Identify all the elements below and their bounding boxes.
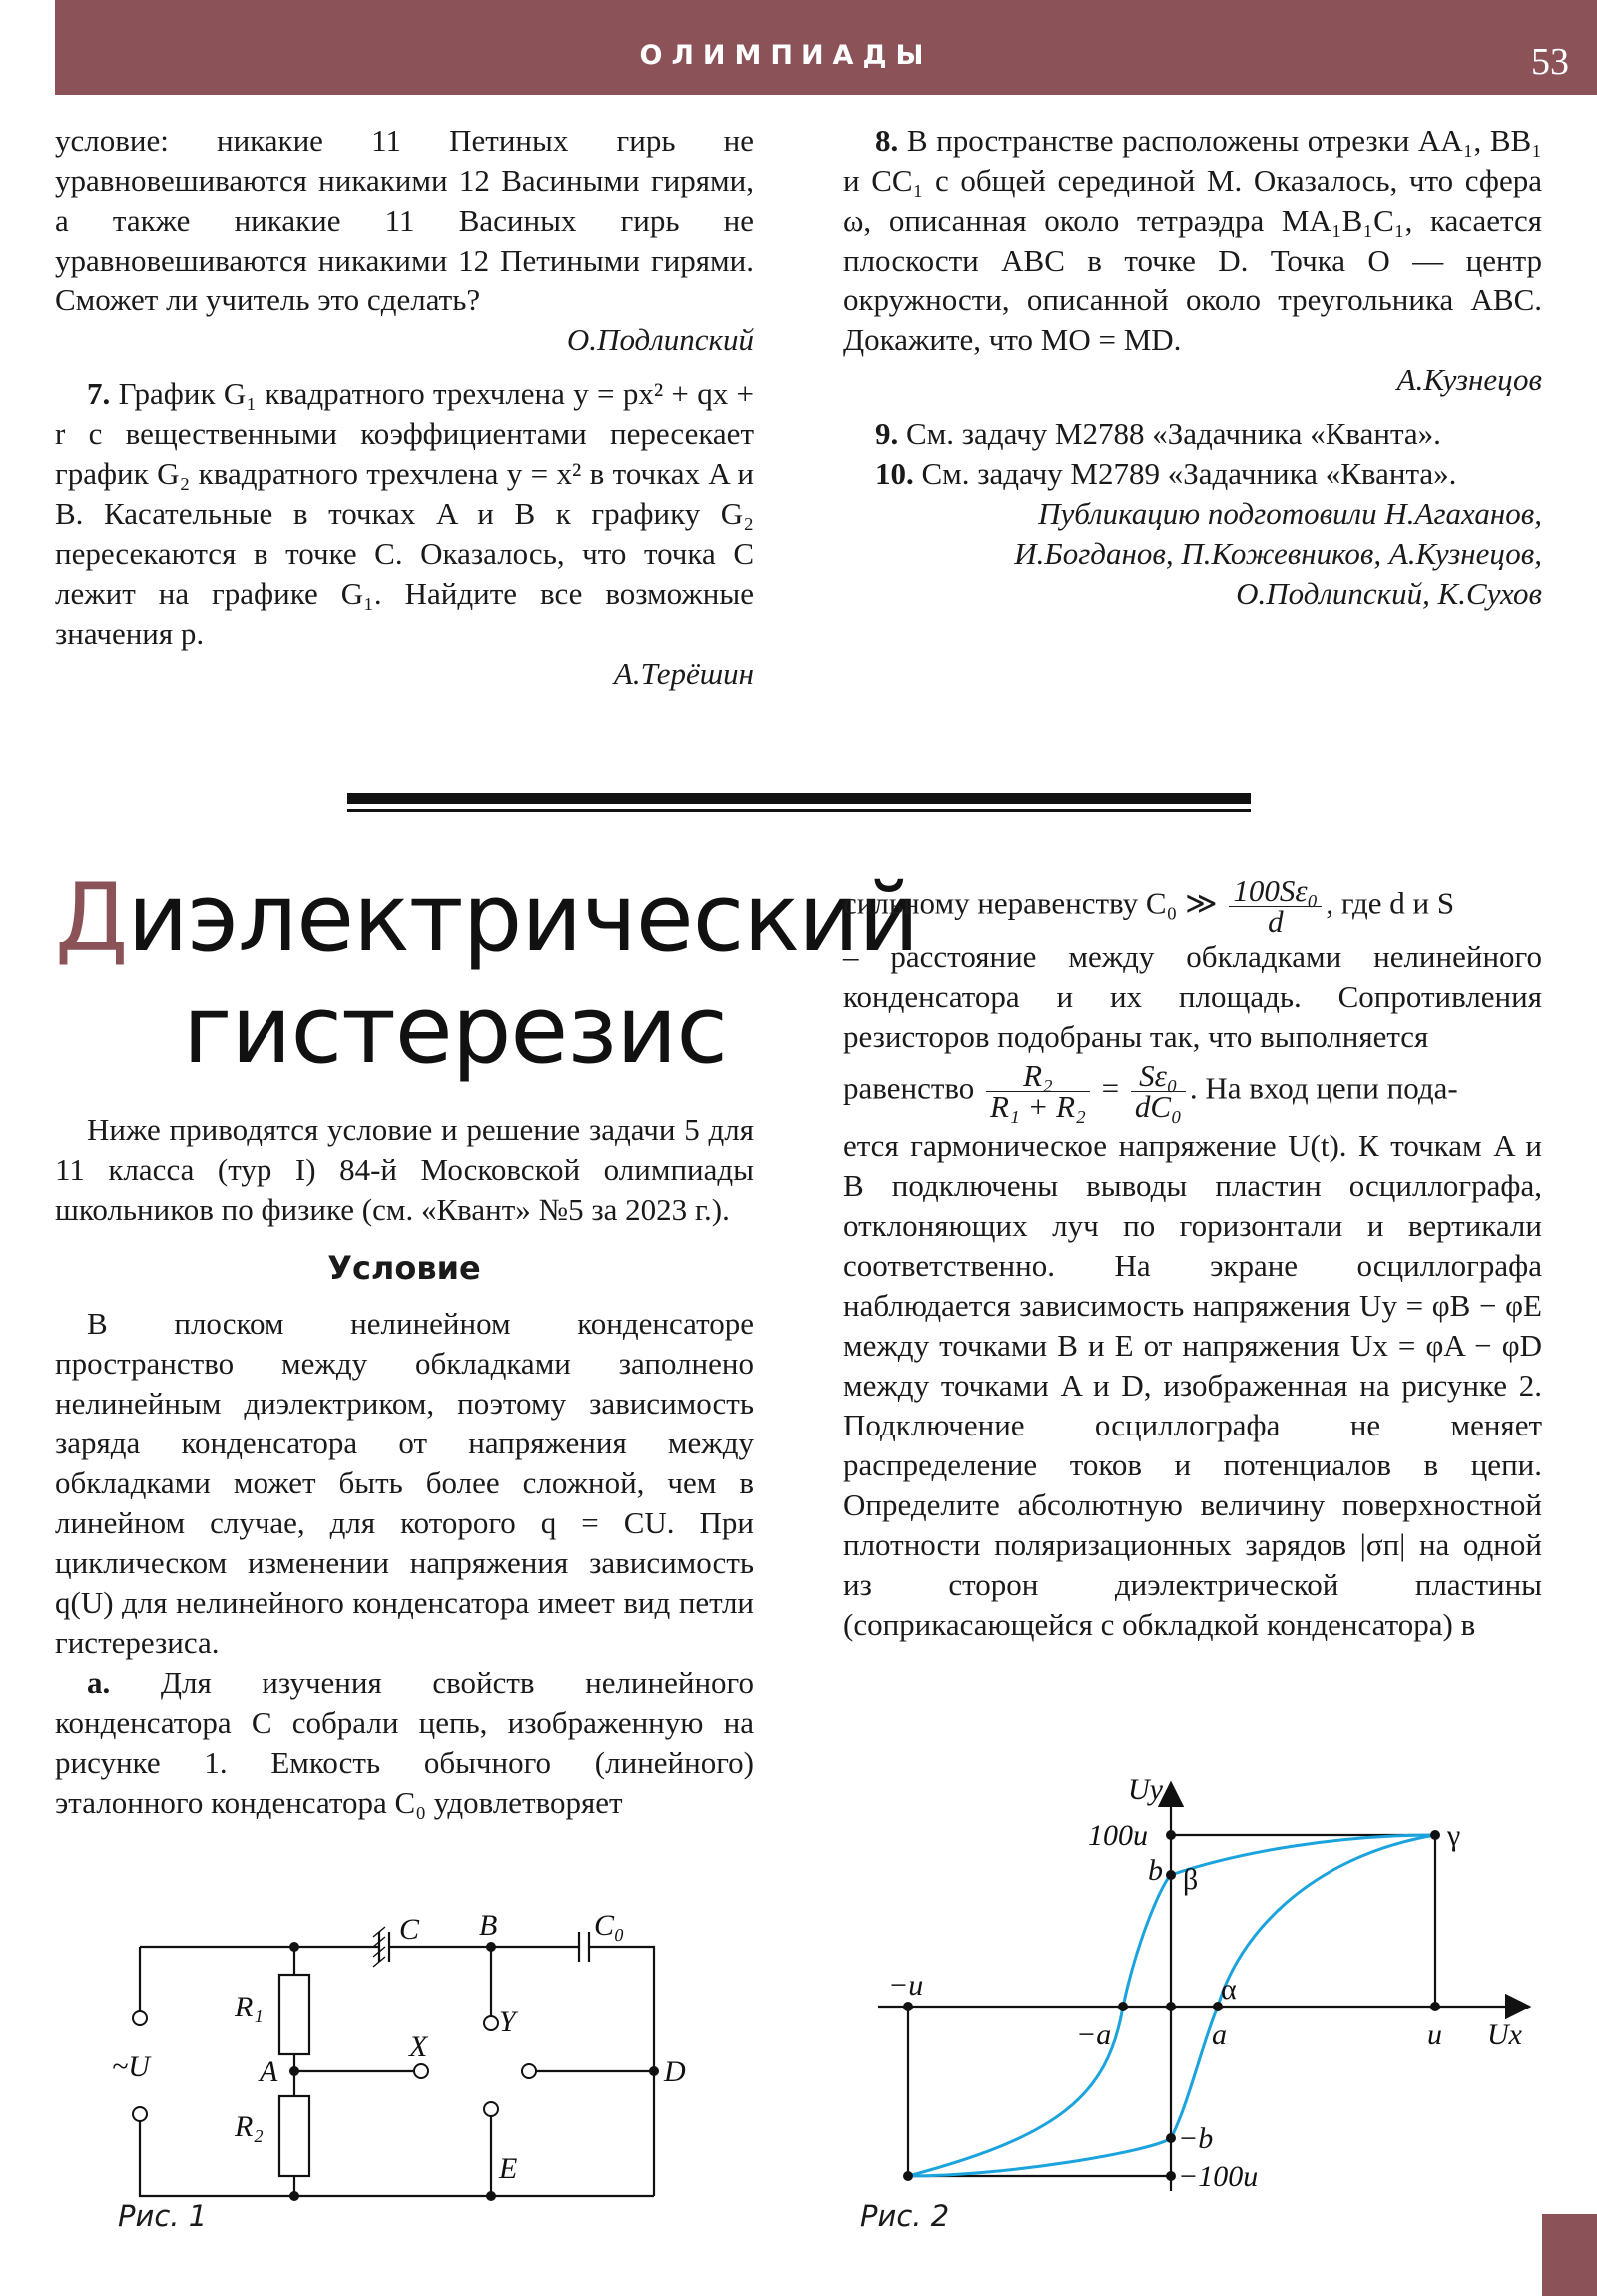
terminal-x (414, 2064, 428, 2078)
label-gamma: γ (1447, 1819, 1461, 1852)
point-bottom (1166, 2171, 1176, 2181)
tick-a: a (1212, 2018, 1227, 2051)
resistor-r1 (279, 1975, 309, 2054)
condition-part-a (55, 1663, 754, 1823)
terminal-y (484, 2016, 498, 2030)
frac2-denominator: dC₀ (1134, 1089, 1182, 1124)
frac1-denominator: R₁ + R₂ (990, 1089, 1086, 1124)
terminal-e (484, 2102, 498, 2116)
label-c0: C₀ (594, 1909, 625, 1942)
problem-7-text: График G₁ квадратного трехчлена y = px² + qx + r с вещественными коэффициентами пересекает график G₂ квадратного трехчлена y = x² в точках A и B. Касательные в точках A и B к графику G₂ пересекаются в точке C. Оказалось, что точка C лежит на графике G₁. Найдите все возможные значения p. (55, 376, 754, 651)
article-intro: Ниже приводятся условие и решение задачи 5 для 11 класса (тур I) 84-й Московской олимпиады школьников по физике (см. «Квант» №5 за 2023 г.). (55, 1112, 754, 1227)
resistor-r2 (279, 2096, 309, 2176)
junction-e (486, 2191, 496, 2201)
frame-top-right (1171, 1835, 1435, 2007)
author-7: А.Терёшин (613, 656, 754, 691)
point-neg-u (903, 2002, 913, 2011)
tick-neg-u: −u (888, 1969, 924, 2002)
title-line1: иэлектрический (127, 864, 919, 973)
point-beta (1166, 1870, 1176, 1880)
tick-neg-a: −a (1076, 2018, 1112, 2051)
point-bottom-left (903, 2171, 913, 2181)
label-alpha: α (1221, 1973, 1237, 2006)
equality-prefix: равенство (843, 1070, 975, 1106)
problem-9-number: 9. (875, 416, 899, 451)
label-x: X (409, 2030, 428, 2063)
equality-fraction-right (1131, 1058, 1186, 1124)
axis-label-ux: Ux (1487, 2018, 1522, 2051)
author-8: А.Кузнецов (1396, 362, 1542, 397)
right-paragraph-2: – расстояние между обкладками нелинейного конденсатора и их площадь. Сопротивления резисторов подобраны так, что выполняется (843, 939, 1542, 1054)
tick-b: b (1148, 1854, 1163, 1887)
inequality-tail: , где d и S (1326, 885, 1455, 921)
terminal-input-top (133, 2011, 147, 2025)
label-y: Y (499, 2006, 516, 2038)
tick-100u: 100u (1088, 1819, 1148, 1852)
problem-7 (55, 374, 754, 654)
part-a-label: а. (87, 1665, 111, 1700)
figure-2-hysteresis (858, 1767, 1557, 2206)
point-top (1166, 1830, 1176, 1840)
section-title: ОЛИМПИАДЫ (639, 40, 933, 71)
tick-u: u (1427, 2018, 1442, 2051)
label-b: B (479, 1909, 498, 1942)
point-u (1430, 2002, 1440, 2011)
title-line2: гистерезис (183, 976, 728, 1085)
page-corner-tab (1542, 2214, 1597, 2296)
circuit-wire-bottom (140, 2121, 654, 2196)
section-divider-thick (347, 793, 1251, 804)
subheading-condition: Условие (327, 1249, 481, 1287)
fraction-numerator: 100Sε₀ (1229, 876, 1322, 907)
title-drop-letter: Д (55, 864, 128, 973)
section-divider-thin (347, 809, 1251, 812)
problem-8-text: В пространстве расположены отрезки AA₁, BB₁ и CC₁ с общей серединой M. Оказалось, что сфера ω, описанная около тетраэдра MA₁B₁C₁, касается плоскости ABC в точке D. Точка O — центр окружности, описанной около треугольника ABC. Докажите, что MO = MD. (843, 123, 1542, 357)
equals-sign: = (1101, 1070, 1120, 1106)
junction-d (649, 2066, 659, 2076)
frac2-numerator: Sε₀ (1131, 1061, 1186, 1092)
tick-neg-b: −b (1178, 2122, 1214, 2155)
label-u: ~U (112, 2050, 150, 2083)
left-top-column (55, 121, 754, 694)
junction-top-left (289, 1942, 299, 1952)
point-gamma (1430, 1830, 1440, 1840)
part-a-text: Для изучения свойств нелинейного конденсатора C собрали цепь, изображенную на рисунке 1. Емкость обычного (линейного) эталонного конденсатора C₀ удовлетворяет (55, 1665, 754, 1820)
problem-8 (843, 121, 1542, 360)
point-neg-b (1166, 2133, 1176, 2143)
credits: Публикацию подготовили Н.Агаханов, И.Богданов, П.Кожевников, А.Кузнецов, О.Подлипский, К.Сухов (1014, 496, 1542, 611)
figure-2-caption: Рис. 2 (860, 2199, 950, 2233)
right-top-column (843, 121, 1542, 614)
point-neg-a (1118, 2002, 1128, 2011)
article-left-column (55, 1110, 754, 1823)
tick-neg-100u: −100u (1178, 2160, 1259, 2193)
equality-line (843, 1058, 1542, 1124)
label-a: A (260, 2055, 278, 2088)
figure-1-caption: Рис. 1 (118, 2199, 208, 2233)
problem-10-number: 10. (875, 456, 914, 491)
equality-tail: . На вход цепи пода- (1189, 1070, 1458, 1106)
frac1-numerator: R₂ (986, 1061, 1090, 1092)
problem-9 (843, 414, 1542, 454)
terminal-input-bottom (133, 2107, 147, 2121)
label-r2: R₂ (235, 2110, 264, 2143)
problem-9-text: См. задачу М2788 «Задачника «Кванта». (906, 416, 1441, 451)
article-title (55, 863, 918, 1087)
junction-b (486, 1942, 496, 1952)
junction-a (289, 2066, 299, 2076)
page-number: 53 (1531, 41, 1569, 83)
problem-6-tail: условие: никакие 11 Петиных гирь не уравновешиваются никакими 12 Васиными гирями, а также никакие 11 Васиных гирь не уравновешиваются никакими 12 Петиными гирями. Сможет ли учитель это сделать? (55, 123, 754, 317)
author-6: О.Подлипский (566, 322, 754, 357)
inequality-line (843, 873, 1542, 939)
fraction-denominator: d (1268, 904, 1284, 939)
problem-10-text: См. задачу М2789 «Задачника «Кванта». (921, 456, 1457, 491)
inequality-text: сильному неравенству C₀ ≫ (843, 885, 1218, 921)
label-e: E (499, 2152, 518, 2185)
right-paragraph-4: ется гармоническое напряжение U(t). К точкам A и B подключены выводы пластин осциллографа, отклоняющих луч по горизонтали и вертикали соответственно. На экране осциллографа наблюдается зависимость напряжения Uy = φB − φE между точками B и E от напряжения Ux = φA − φD между точками A и D, изображенная на рисунке 2. Подключение осциллографа не меняет распределение токов и потенциалов в цепи. Определите абсолютную величину поверхностной плотности поляризационных зарядов |σп| на одной из сторон диэлектрической пластины (соприкасающейся с обкладкой конденсатора) в (843, 1128, 1542, 1642)
equality-fraction-left (986, 1058, 1090, 1124)
problem-10 (843, 454, 1542, 494)
article-right-column (843, 873, 1542, 1645)
page-header (55, 0, 1597, 95)
terminal-d-left (522, 2064, 536, 2078)
problem-7-number: 7. (87, 376, 111, 411)
axis-label-uy: Uy (1128, 1773, 1163, 1806)
condition-paragraph-1: В плоском нелинейном конденсаторе пространство между обкладками заполнено нелинейным диэлектриком, поэтому зависимость заряда конденсатора от напряжения между обкладками может быть более сложной, чем в линейном случае, для которого q = CU. При циклическом изменении напряжения зависимость q(U) для нелинейного конденсатора имеет вид петли гистерезиса. (55, 1306, 754, 1660)
point-origin (1166, 2002, 1176, 2011)
figure-1-circuit (100, 1897, 719, 2216)
junction-bottom-left (289, 2191, 299, 2201)
label-beta: β (1183, 1863, 1199, 1896)
label-c: C (399, 1913, 420, 1946)
problem-8-number: 8. (875, 123, 899, 158)
label-d: D (664, 2055, 686, 2088)
label-r1: R₁ (235, 1991, 264, 2023)
inequality-fraction (1229, 873, 1322, 939)
